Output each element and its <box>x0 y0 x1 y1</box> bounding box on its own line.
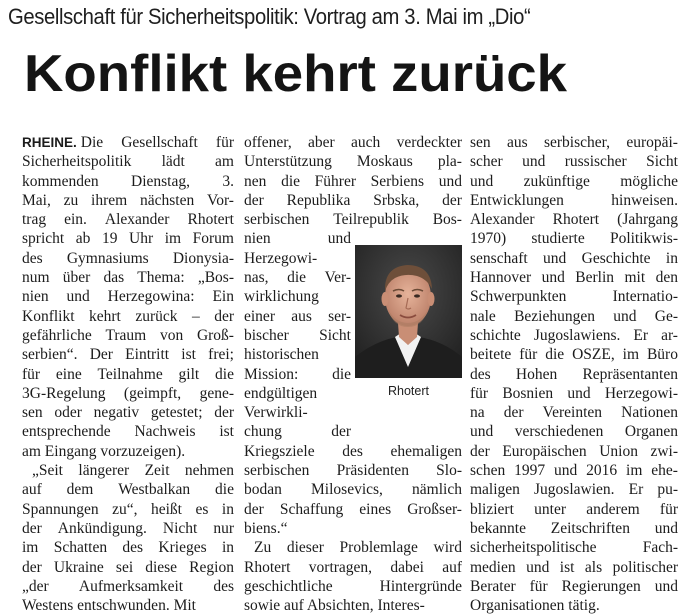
article-line-text: 3G-Regelung (geimpft, gene- <box>22 384 234 402</box>
article-line <box>470 558 678 577</box>
article-line-text: einer aus ser- <box>244 307 351 325</box>
article-line-text: Sicherheitspolitik lädt am <box>22 153 234 171</box>
article-line-text: kommenden Dienstag, 3. <box>22 172 234 190</box>
article-line-text: serbischen Teilrepublik Bos- <box>244 211 462 229</box>
article-line-text: trag ein. Alexander Rhotert <box>22 211 234 229</box>
article-line <box>470 133 678 152</box>
article-line-text: der Ankündigung. Nicht nur <box>22 519 234 537</box>
photo-caption: Rhotert <box>388 384 429 398</box>
article-line <box>244 384 351 403</box>
article-line-text: serbischen Präsidenten Slo- <box>244 462 462 480</box>
article-line <box>244 268 351 287</box>
article-line-text: der Ukraine sei diese Region <box>22 558 234 576</box>
article-line <box>470 268 678 287</box>
article-line-text: serbien“. Der Eintritt ist frei; <box>22 346 234 364</box>
article-line <box>22 538 234 557</box>
article-line <box>470 384 678 403</box>
article-line-text: bliziert unter anderem für <box>470 500 678 518</box>
article-line-text: beitete für die OSZE, im Büro <box>470 346 678 364</box>
article-line <box>22 152 234 171</box>
article-line <box>244 172 462 191</box>
article-line-text: Unterstützung Moskaus pla- <box>244 153 462 171</box>
article-line <box>244 538 462 557</box>
article-line-text: Mission: die <box>244 365 351 383</box>
article-line-text: Organisationen tätig. <box>470 597 600 615</box>
article-line-text: Zu dieser Problemlage wird <box>254 539 462 557</box>
article-line-text: Rhotert vortragen, dabei auf <box>244 558 462 576</box>
article-line-text: 1970) studierte Politikwis- <box>470 230 678 248</box>
article-line-text: nale Beziehungen und Ge- <box>470 307 678 325</box>
article-line-text: bekannte Zeitschriften und <box>470 519 678 537</box>
article-line-text: sen aus serbischer, europäi- <box>470 134 678 151</box>
article-line <box>244 422 351 441</box>
article-line-text: im Schatten des Krieges in <box>22 539 234 557</box>
article-line <box>22 442 234 461</box>
article-line-text: Spannungen zu“, heißt es in <box>22 500 234 518</box>
article-line-text: des Gymnasiums Dionysia- <box>22 249 234 267</box>
article-line-text: schen 1997 und 2016 im ehe- <box>470 462 678 480</box>
article-line <box>22 133 234 152</box>
article-line-text: nas, die Ver- <box>244 269 351 287</box>
article-line <box>470 326 678 345</box>
article-line <box>470 577 678 596</box>
article-line <box>22 287 234 306</box>
article-line <box>244 500 462 519</box>
article-line-text: der Republika Srbska, der <box>244 191 462 209</box>
article-line <box>470 596 678 615</box>
article-line <box>22 365 234 384</box>
article-line-text: geschichtliche Hintergründe <box>244 577 462 595</box>
article-line <box>22 403 234 422</box>
article-line <box>244 519 462 538</box>
article-line <box>470 480 678 499</box>
dateline: RHEINE. <box>22 135 77 150</box>
article-line <box>244 596 462 615</box>
article-column-1 <box>22 133 234 615</box>
article-line <box>470 249 678 268</box>
article-line <box>470 307 678 326</box>
author-photo <box>355 245 462 378</box>
article-column-3 <box>470 133 678 615</box>
article-line <box>22 422 234 441</box>
article-line-text: Kriegsziele des ehemaligen <box>244 442 462 460</box>
article-line-text: entsprechende Nachweis ist <box>22 423 234 441</box>
article-line-text: Schwerpunkten Internatio- <box>470 288 678 306</box>
article-line-text: historischen <box>244 346 319 364</box>
article-line <box>22 461 234 480</box>
article-line <box>244 345 351 364</box>
article-line <box>22 577 234 596</box>
article-line <box>22 229 234 248</box>
article-line <box>470 152 678 171</box>
article-line-text: für eine Teilnahme gilt die <box>22 365 234 383</box>
article-line-text: chung der <box>244 423 351 441</box>
article-line <box>244 577 462 596</box>
article-line-text: offener, aber auch verdeckter <box>244 134 462 151</box>
article-line <box>244 152 462 171</box>
article-line <box>244 210 462 229</box>
article-line <box>244 249 351 268</box>
article-line-text: num über das Thema: „Bos- <box>22 269 234 287</box>
article-line-text: Entwicklungen hinweisen. <box>470 191 678 209</box>
article-line <box>22 268 234 287</box>
article-line <box>244 326 351 345</box>
article-line-text: sicherheitspolitische Fach- <box>470 539 678 557</box>
article-line-text: biens.“ <box>244 519 288 537</box>
article-line <box>470 442 678 461</box>
article-line <box>22 191 234 210</box>
article-line-text: Mai, zu ihrem nächsten Vor- <box>22 191 234 209</box>
article-line-text: „Seit längerer Zeit nehmen <box>32 462 234 480</box>
article-line-text: nen die Führer Serbiens und <box>244 172 462 190</box>
article-line <box>22 345 234 364</box>
article-line-text: Herzegowi- <box>244 249 318 267</box>
article-line <box>470 519 678 538</box>
article-line <box>244 365 351 384</box>
article-line <box>22 480 234 499</box>
article-line-text: Westens entschwunden. Mit <box>22 597 196 615</box>
article-line-text: Verwirkli- <box>244 404 308 422</box>
article-line <box>470 500 678 519</box>
article-line <box>244 558 462 577</box>
article-line <box>22 519 234 538</box>
article-line-text: auf dem Westbalkan die <box>22 481 234 499</box>
article-line-text: für Bosnien und Herzegowi- <box>470 384 678 402</box>
article-line-text: der Europäischen Union zwi- <box>470 442 678 460</box>
article-line <box>244 133 462 152</box>
article-line <box>22 596 234 615</box>
article-line <box>244 229 351 248</box>
article-line <box>470 345 678 364</box>
article-line-text: spricht ab 19 Uhr im Forum <box>22 230 234 248</box>
article-line <box>244 461 462 480</box>
article-line <box>22 172 234 191</box>
article-line <box>22 558 234 577</box>
article-line-text: und zukünftige mögliche <box>470 172 678 190</box>
article-line <box>244 480 462 499</box>
article-line <box>22 210 234 229</box>
article-line-text: maligen Jugoslawien. Er pu- <box>470 481 678 499</box>
article-line <box>470 210 678 229</box>
article-line-text: endgültigen <box>244 384 318 402</box>
article-line <box>470 365 678 384</box>
article-line <box>244 442 462 461</box>
article-line <box>470 461 678 480</box>
article-line-text: gefährliche Traum von Groß- <box>22 326 234 344</box>
article-line-text: bodan Milosevics, nämlich <box>244 481 462 499</box>
article-line-text: Die Gesellschaft für <box>80 134 234 151</box>
article-line-text: sowie auf Absichten, Interes- <box>244 597 425 615</box>
article-line-text: scher und russischer Sicht <box>470 153 678 171</box>
article-line-text: des Hohen Repräsentanten <box>470 365 678 383</box>
portrait-image <box>355 245 462 378</box>
article-headline: Konflikt kehrt zurück <box>24 45 568 103</box>
article-line <box>22 384 234 403</box>
article-line-text: wirklichung <box>244 288 319 306</box>
article-line-text: Alexander Rhotert (Jahrgang <box>470 211 678 229</box>
article-line-text: medien und ist als politischer <box>470 558 678 576</box>
article-line <box>22 307 234 326</box>
article-line <box>470 229 678 248</box>
article-line-text: der Schaffung eines Großser- <box>244 500 462 518</box>
article-line <box>244 191 462 210</box>
article-line <box>470 538 678 557</box>
article-line <box>244 403 351 422</box>
article-line <box>470 403 678 422</box>
article-line-text: na der Vereinten Nationen <box>470 404 678 422</box>
article-line <box>470 287 678 306</box>
article-line <box>244 307 351 326</box>
article-line-text: schichte Jugoslawiens. Er ar- <box>470 326 678 344</box>
article-line-text: Berater für Regierungen und <box>470 577 678 595</box>
article-line <box>22 500 234 519</box>
article-line-text: Hannover und Berlin mit den <box>470 269 678 287</box>
article-line-text: und verschiedenen Organen <box>470 423 678 441</box>
article-line-text: nien und <box>244 230 351 248</box>
article-line-text: senschaft und Geschichte in <box>470 249 678 267</box>
article-kicker: Gesellschaft für Sicherheitspolitik: Vortrag am 3. Mai im „Dio“ <box>8 4 531 29</box>
article-line-text: am Eingang vorzuzeigen). <box>22 442 186 460</box>
article-line-text: bischer Sicht <box>244 326 351 344</box>
article-line <box>470 422 678 441</box>
article-line <box>22 326 234 345</box>
article-line <box>470 172 678 191</box>
article-line-text: nien und Herzegowina: Ein <box>22 288 234 306</box>
article-line <box>244 287 351 306</box>
article-line-text: Konflikt kehrt zurück – der <box>22 307 234 325</box>
article-line <box>22 249 234 268</box>
article-line <box>470 191 678 210</box>
article-line-text: „der Aufmerksamkeit des <box>22 577 234 595</box>
article-line-text: sen oder negativ getestet; der <box>22 404 234 422</box>
